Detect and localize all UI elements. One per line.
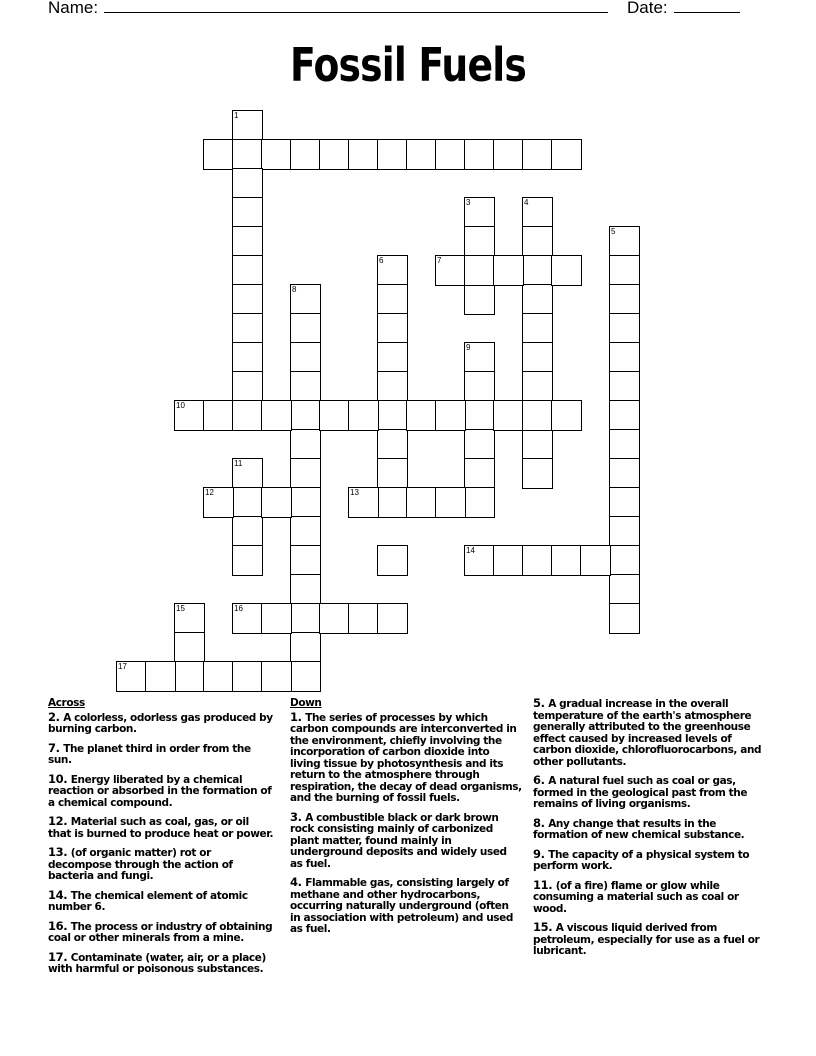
grid-cell[interactable] xyxy=(435,487,466,518)
grid-cell[interactable] xyxy=(232,545,263,576)
grid-cell[interactable] xyxy=(232,342,263,373)
grid-cell[interactable] xyxy=(522,313,553,344)
grid-cell[interactable] xyxy=(232,661,263,692)
grid-cell[interactable] xyxy=(609,284,640,315)
clue-text: The planet third in order from the sun. xyxy=(48,742,251,766)
clue-number: 1. xyxy=(290,709,306,724)
across-clues xyxy=(48,698,274,983)
grid-cell[interactable] xyxy=(232,400,263,431)
grid-cell[interactable] xyxy=(522,545,553,576)
clue-number: 7 xyxy=(437,256,442,265)
clue xyxy=(290,809,522,871)
grid-cell[interactable] xyxy=(232,255,263,286)
clue xyxy=(533,775,771,811)
clue-number: 12. xyxy=(48,814,71,828)
grid-cell[interactable] xyxy=(609,400,640,431)
grid-cell[interactable] xyxy=(377,313,408,344)
grid-cell[interactable] xyxy=(348,487,379,518)
page-title: Fossil Fuels xyxy=(290,38,526,92)
grid-cell[interactable] xyxy=(464,255,495,286)
clue-text: A natural fuel such as coal or gas, formed in the geological past from the remains of living organisms. xyxy=(533,775,748,810)
grid-cell[interactable] xyxy=(435,139,466,170)
grid-cell[interactable] xyxy=(522,371,553,402)
grid-cell[interactable] xyxy=(290,429,321,460)
clue xyxy=(533,922,771,958)
clue-number: 10. xyxy=(48,771,71,786)
grid-cell[interactable] xyxy=(609,226,640,257)
clue-text: A combustible black or dark brown rock consisting mainly of carbonized plant matter, found mainly in underground deposits and widely used as fuel. xyxy=(290,811,507,870)
grid-cell[interactable] xyxy=(522,197,553,228)
grid-cell[interactable] xyxy=(377,487,408,518)
clue xyxy=(533,877,771,916)
grid-cell[interactable] xyxy=(261,139,292,170)
clue xyxy=(533,815,771,842)
clue-number: 11. xyxy=(533,877,556,892)
down-clues xyxy=(290,698,522,943)
grid-cell[interactable] xyxy=(609,574,640,605)
grid-cell[interactable] xyxy=(435,400,466,431)
grid-cell[interactable] xyxy=(522,400,553,431)
clue-number: 16 xyxy=(234,604,243,613)
clue-number: 8 xyxy=(292,285,297,294)
clue-text: A colorless, odorless gas produced by burning carbon. xyxy=(48,711,273,735)
grid-cell[interactable] xyxy=(609,545,640,576)
grid-cell[interactable] xyxy=(406,400,437,431)
down-heading: Down xyxy=(290,697,322,709)
grid-cell[interactable] xyxy=(290,574,321,605)
clue-text: (of a fire) flame or glow while consuming a material such as coal or wood. xyxy=(533,879,739,915)
clue-number: 11 xyxy=(234,459,243,468)
grid-cell[interactable] xyxy=(290,139,321,170)
clue-text: (of organic matter) rot or decompose through the action of bacteria and fungi. xyxy=(48,847,233,882)
grid-cell[interactable] xyxy=(174,661,205,692)
clue-number: 1 xyxy=(234,111,239,120)
grid-cell[interactable] xyxy=(232,197,263,228)
clue-text: The capacity of a physical system to perform work. xyxy=(533,848,750,872)
clue-number: 5 xyxy=(611,227,616,236)
clue-number: 4 xyxy=(524,198,529,207)
clue-number: 17 xyxy=(118,662,127,671)
grid-cell[interactable] xyxy=(174,400,205,431)
grid-cell[interactable] xyxy=(522,458,553,489)
grid-cell[interactable] xyxy=(261,661,292,692)
grid-cell[interactable] xyxy=(174,603,205,634)
grid-cell[interactable] xyxy=(522,342,553,373)
grid-cell[interactable] xyxy=(290,661,321,692)
grid-cell[interactable] xyxy=(348,603,379,634)
grid-cell[interactable] xyxy=(203,661,234,692)
grid-cell[interactable] xyxy=(261,400,292,431)
grid-cell[interactable] xyxy=(493,139,524,170)
grid-cell[interactable] xyxy=(290,632,321,663)
clue xyxy=(48,847,274,883)
grid-cell[interactable] xyxy=(493,400,524,431)
clue-number: 17. xyxy=(48,949,71,964)
clue-number: 6. xyxy=(533,773,549,787)
grid-cell[interactable] xyxy=(377,284,408,315)
clue-number: 9 xyxy=(466,343,471,352)
grid-cell[interactable] xyxy=(290,400,321,431)
grid-cell[interactable] xyxy=(377,139,408,170)
grid-cell[interactable] xyxy=(232,313,263,344)
clue-number: 3. xyxy=(290,809,306,824)
grid-cell[interactable] xyxy=(464,458,495,489)
grid-cell[interactable] xyxy=(609,342,640,373)
grid-cell[interactable] xyxy=(261,603,292,634)
grid-cell[interactable] xyxy=(522,226,553,257)
grid-cell[interactable] xyxy=(609,313,640,344)
grid-cell[interactable] xyxy=(609,255,640,286)
grid-cell[interactable] xyxy=(609,516,640,547)
grid-cell[interactable] xyxy=(551,255,582,286)
grid-cell[interactable] xyxy=(145,661,176,692)
grid-cell[interactable] xyxy=(522,429,553,460)
grid-cell[interactable] xyxy=(377,545,408,576)
grid-cell[interactable] xyxy=(290,487,321,518)
grid-cell[interactable] xyxy=(290,458,321,489)
clue-number: 2. xyxy=(48,709,64,724)
grid-cell[interactable] xyxy=(464,342,495,373)
clue-text: Any change that results in the formation of new chemical substance. xyxy=(533,817,745,841)
grid-cell[interactable] xyxy=(290,545,321,576)
clue-text: A gradual increase in the overall temperature of the earth's atmosphere generally attributed to the greenhouse effect caused by increased levels of carbon dioxide, chlorofluorocarbons, and other pollutants. xyxy=(533,698,762,768)
grid-cell[interactable] xyxy=(319,400,350,431)
clue xyxy=(48,709,274,736)
grid-cell[interactable] xyxy=(551,545,582,576)
clue-text: Energy liberated by a chemical reaction or absorbed in the formation of a chemical compound. xyxy=(48,773,272,809)
clue-number: 6 xyxy=(379,256,384,265)
grid-cell[interactable] xyxy=(377,429,408,460)
grid-cell[interactable] xyxy=(232,487,263,518)
grid-cell[interactable] xyxy=(522,139,553,170)
clue-number: 8. xyxy=(533,815,549,830)
grid-cell[interactable] xyxy=(464,139,495,170)
grid-cell[interactable] xyxy=(377,371,408,402)
grid-cell[interactable] xyxy=(232,284,263,315)
clue xyxy=(48,771,274,810)
clue-number: 10 xyxy=(176,401,185,410)
grid-cell[interactable] xyxy=(174,632,205,663)
grid-cell[interactable] xyxy=(203,139,234,170)
clue xyxy=(48,949,274,976)
grid-cell[interactable] xyxy=(464,226,495,257)
grid-cell[interactable] xyxy=(377,458,408,489)
grid-cell[interactable] xyxy=(290,342,321,373)
grid-cell[interactable] xyxy=(290,603,321,634)
grid-cell[interactable] xyxy=(464,545,495,576)
grid-cell[interactable] xyxy=(232,603,263,634)
grid-cell[interactable] xyxy=(290,516,321,547)
clue-number: 4. xyxy=(290,875,306,889)
grid-cell[interactable] xyxy=(319,603,350,634)
grid-cell[interactable] xyxy=(290,313,321,344)
grid-cell[interactable] xyxy=(232,110,263,141)
clue-number: 5. xyxy=(533,696,549,710)
grid-cell[interactable] xyxy=(551,139,582,170)
grid-cell[interactable] xyxy=(377,342,408,373)
grid-cell[interactable] xyxy=(116,661,147,692)
clue-text: Flammable gas, consisting largely of methane and other hydrocarbons, occurring naturally underground (often in association with petroleum) and used as fuel. xyxy=(290,877,513,935)
name-label: Name: xyxy=(48,0,99,17)
grid-cell[interactable] xyxy=(261,487,292,518)
clue-number: 13. xyxy=(48,845,71,859)
grid-cell[interactable] xyxy=(377,400,408,431)
clue-number: 3 xyxy=(466,198,471,207)
clue-number: 7. xyxy=(48,740,64,755)
clue-number: 16. xyxy=(48,918,71,933)
grid-cell[interactable] xyxy=(551,400,582,431)
grid-cell[interactable] xyxy=(522,255,553,286)
grid-cell[interactable] xyxy=(232,516,263,547)
grid-cell[interactable] xyxy=(609,458,640,489)
grid-cell[interactable] xyxy=(232,168,263,199)
clue-number: 13 xyxy=(350,488,359,497)
grid-cell[interactable] xyxy=(464,400,495,431)
grid-cell[interactable] xyxy=(377,603,408,634)
grid-cell[interactable] xyxy=(290,284,321,315)
clue-number: 15. xyxy=(533,920,556,934)
clue-number: 14. xyxy=(48,887,71,902)
clue xyxy=(290,709,522,805)
grid-cell[interactable] xyxy=(232,371,263,402)
clue-text: Material such as coal, gas, or oil that is burned to produce heat or power. xyxy=(48,816,274,840)
clue xyxy=(48,887,274,914)
grid-cell[interactable] xyxy=(377,255,408,286)
grid-cell[interactable] xyxy=(348,400,379,431)
clue xyxy=(533,698,771,768)
grid-cell[interactable] xyxy=(464,429,495,460)
grid-cell[interactable] xyxy=(406,487,437,518)
grid-cell[interactable] xyxy=(319,139,350,170)
grid-cell[interactable] xyxy=(348,139,379,170)
clue xyxy=(533,846,771,873)
clue-number: 12 xyxy=(205,488,214,497)
grid-cell[interactable] xyxy=(609,429,640,460)
grid-cell[interactable] xyxy=(609,371,640,402)
grid-cell[interactable] xyxy=(464,197,495,228)
grid-cell[interactable] xyxy=(232,226,263,257)
grid-cell[interactable] xyxy=(406,139,437,170)
grid-cell[interactable] xyxy=(232,139,263,170)
clue xyxy=(48,816,274,840)
grid-cell[interactable] xyxy=(290,371,321,402)
clue-text: A viscous liquid derived from petroleum, especially for use as a fuel or lubricant. xyxy=(533,922,760,957)
date-label: Date: xyxy=(627,0,668,17)
grid-cell[interactable] xyxy=(609,603,640,634)
grid-cell[interactable] xyxy=(609,487,640,518)
grid-cell[interactable] xyxy=(493,545,524,576)
clue-text: The series of processes by which carbon compounds are interconverted in the environment, chiefly involving the incorporation of carbon dioxide into living tissue by photosynthesis and its return to the atmosphere through respiration, the decay of dead organisms, and the burning of fossil fuels. xyxy=(290,711,522,804)
clue xyxy=(48,740,274,767)
clue-number: 15 xyxy=(176,604,185,613)
grid-cell[interactable] xyxy=(435,255,466,286)
clue xyxy=(290,877,522,936)
clue-text: The chemical element of atomic number 6. xyxy=(48,889,248,913)
clue-number: 14 xyxy=(466,546,475,555)
clue-text: The process or industry of obtaining coal or other minerals from a mine. xyxy=(48,920,273,944)
grid-cell[interactable] xyxy=(232,458,263,489)
grid-cell[interactable] xyxy=(493,255,524,286)
grid-cell[interactable] xyxy=(464,487,495,518)
grid-cell[interactable] xyxy=(580,545,611,576)
clue-number: 9. xyxy=(533,846,549,861)
grid-cell[interactable] xyxy=(203,487,234,518)
clue xyxy=(48,918,274,945)
grid-cell[interactable] xyxy=(464,284,495,315)
across-heading: Across xyxy=(48,697,85,709)
grid-cell[interactable] xyxy=(203,400,234,431)
down-clues-continued xyxy=(533,698,771,965)
grid-cell[interactable] xyxy=(522,284,553,315)
clue-text: Contaminate (water, air, or a place) with harmful or poisonous substances. xyxy=(48,951,266,975)
grid-cell[interactable] xyxy=(464,371,495,402)
